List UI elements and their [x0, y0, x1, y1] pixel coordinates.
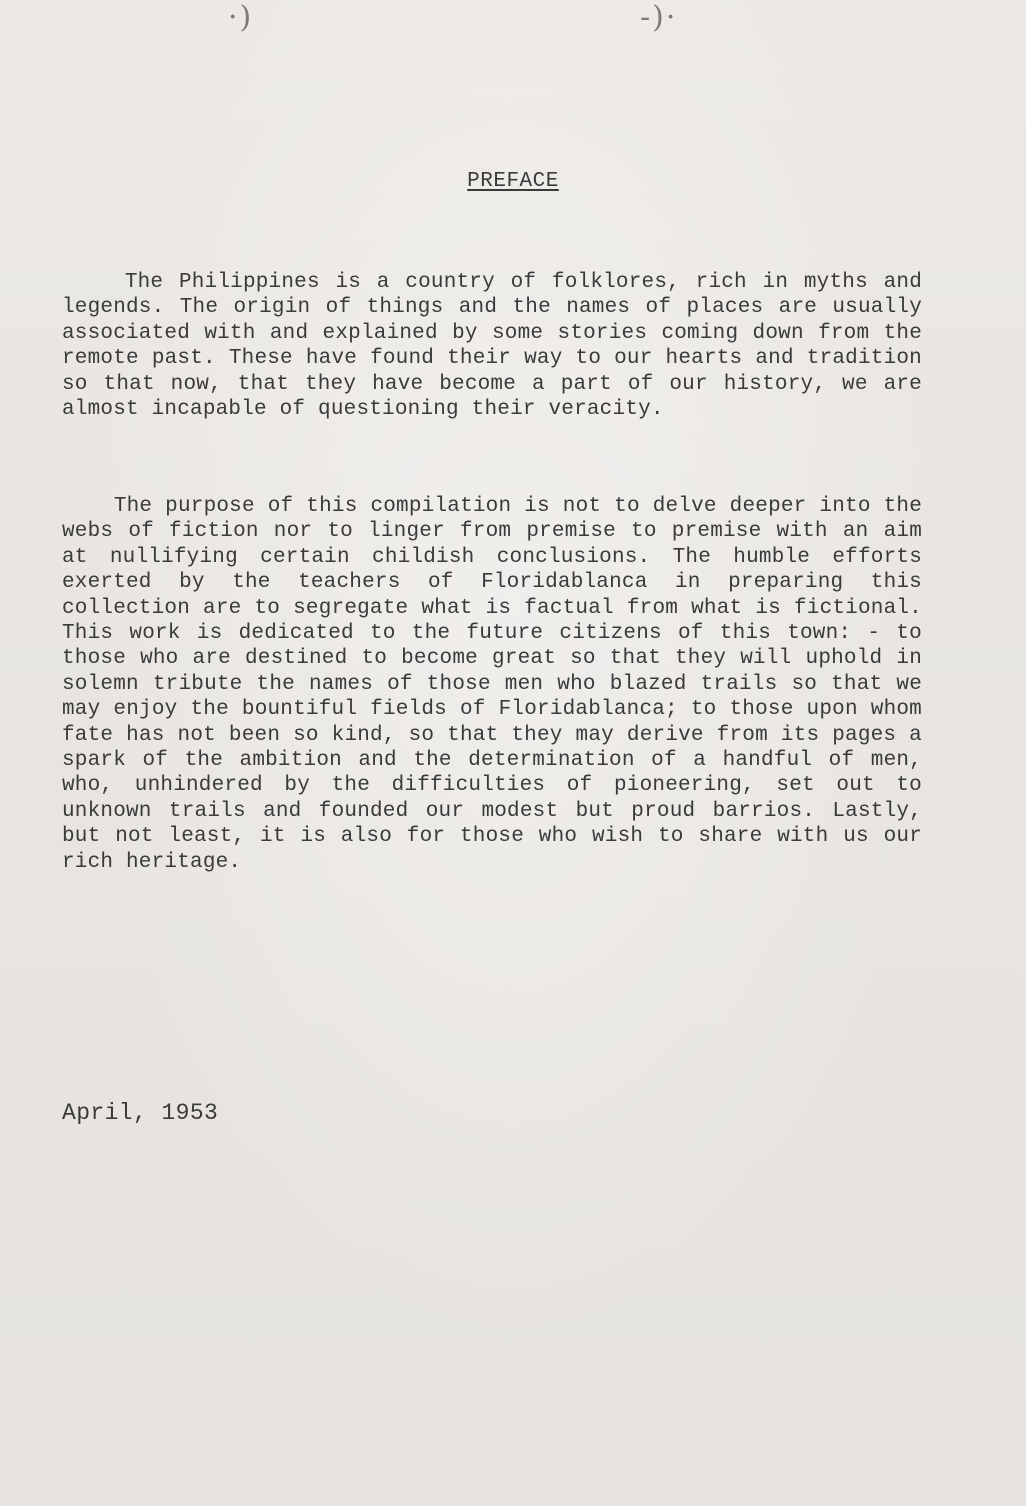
punch-hole-mark-right: -)· — [640, 0, 678, 35]
punch-hole-mark-left: ·) — [228, 0, 254, 35]
preface-paragraph-1: The Philippines is a country of folklores, rich in myths and legends. The origin of things and the names of places are usually associated with and explained by some stories coming down from the remote past. These have found their way to our hearts and tradition so that now, that they have become a part of our history, we are almost incapable of questioning their veracity. — [62, 271, 935, 422]
preface-paragraph-2: The purpose of this compilation is not to delve deeper into the webs of fiction nor to linger from premise to premise with an aim at nullifying certain childish conclusions. The humble efforts exerted by the teachers of Floridablanca in preparing this collection are to segregate what is factual from what is fictional. This work is dedicated to the future citizens of this town: - to those who are destined to become great so that they will uphold in solemn tribute the names of those men who blazed trails so that we may enjoy the bountiful fields of Floridablanca; to those upon whom fate has not been so kind, so that they may derive from its pages a spark of the ambition and the determination of a handful of men, who, unhindered by the difficulties of pioneering, set out to unknown trails and founded our modest but proud barrios. Lastly, but not least, it is also for those who wish to share with us our rich heritage. — [62, 495, 935, 874]
page-title: PREFACE — [467, 170, 559, 193]
document-date: April, 1953 — [62, 1100, 219, 1126]
